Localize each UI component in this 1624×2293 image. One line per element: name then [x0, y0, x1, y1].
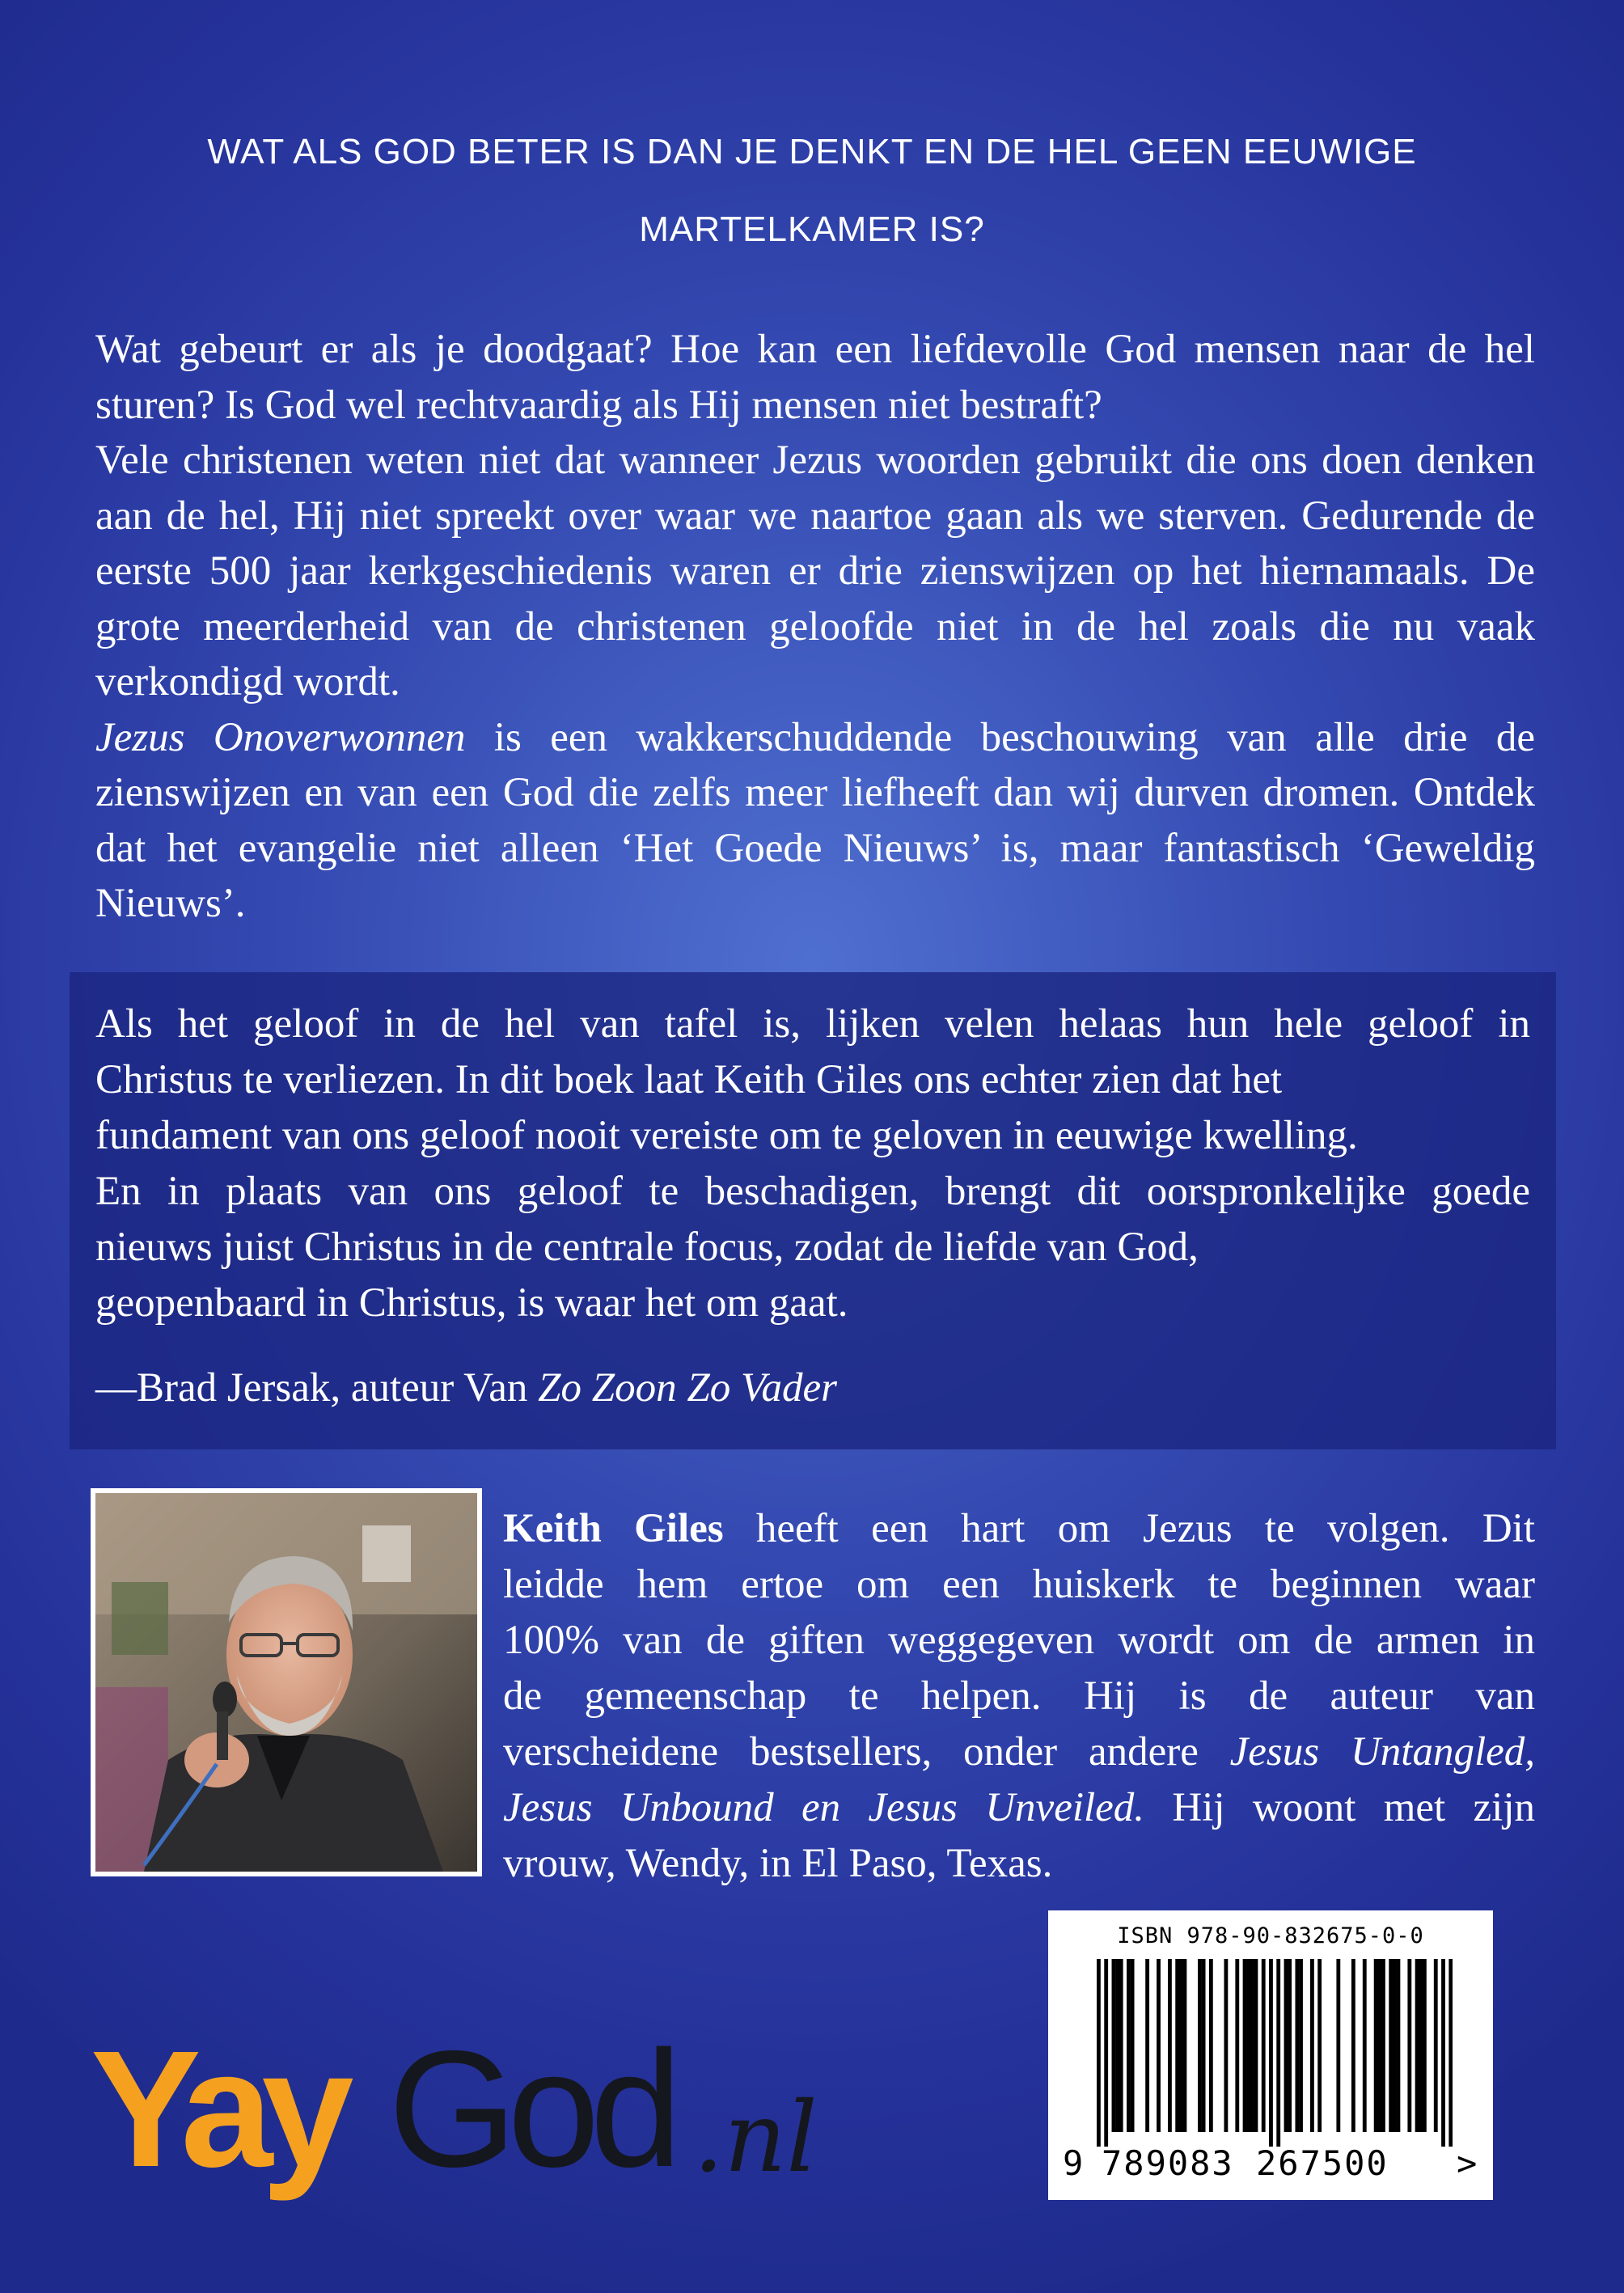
- barcode-bar: [1198, 1959, 1202, 2132]
- barcode-bar: [1115, 1959, 1119, 2132]
- barcode-bar: [1119, 1959, 1123, 2132]
- quote-line: Christus te verliezen. In dit boek laat Keith Giles ons echter zien dat het: [95, 1057, 1283, 1102]
- author-name: Keith Giles: [503, 1506, 724, 1551]
- barcode-bar: [1269, 1959, 1273, 2147]
- barcode-bar: [1157, 1959, 1161, 2132]
- author-bio: [503, 1501, 1535, 1892]
- barcode-bar: [1235, 1959, 1239, 2132]
- logo-yay: Yay: [91, 2016, 343, 2202]
- bio-line-4: de gemeenschap te helpen. Hij is de auteur van: [503, 1673, 1535, 1719]
- book-title: Jezus Onoverwonnen: [95, 714, 466, 760]
- quote-line: nieuws juist Christus in de centrale focus, zodat de liefde van God,: [95, 1225, 1199, 1270]
- bio-book-titles: Jesus Untangled,: [1229, 1729, 1535, 1775]
- barcode-bars: [1097, 1959, 1453, 2147]
- barcode-bar: [1224, 1959, 1228, 2132]
- barcode-digit-groups: 789083 267500: [1102, 2143, 1389, 2183]
- quote-line: En in plaats van ons geloof te beschadigen, brengt dit oorspronkelijke goede: [95, 1169, 1530, 1214]
- author-photo: [91, 1488, 482, 1876]
- barcode-bar: [1175, 1959, 1179, 2132]
- barcode-bar: [1179, 1959, 1183, 2132]
- bio-line-3: 100% van de giften weggegeven wordt om de armen in: [503, 1618, 1535, 1663]
- quote-line: fundament van ons geloof nooit vereiste om te geloven in eeuwige kwelling.: [95, 1113, 1358, 1158]
- barcode-bar: [1377, 1959, 1381, 2132]
- bio-line-2: leidde hem ertoe om een huiskerk te beginnen waar: [503, 1562, 1535, 1607]
- intro-paragraph-2: Vele christenen weten niet dat wanneer Jezus woorden gebruikt die ons doen denken aan de hel, Hij niet spreekt over waar we naartoe gaan als we sterven. Gedurende de eerste 500 jaar kerkgeschiedenis waren er drie zienswijzen op het hiernamaals. De grote meerderheid van de christenen geloofde niet in de hel zoals die nu vaak verkondigd wordt.: [95, 438, 1535, 704]
- barcode-bar: [1254, 1959, 1258, 2132]
- yaygod-logo: [91, 2012, 818, 2223]
- barcode-bar: [1407, 1959, 1411, 2132]
- bio-line-6: [503, 1780, 1535, 1836]
- attribution-author: —Brad Jersak, auteur Van: [95, 1365, 539, 1411]
- quote-line: Als het geloof in de hel van tafel is, lijken velen helaas hun hele geloof in: [95, 1001, 1530, 1047]
- headline-line-1: WAT ALS GOD BETER IS DAN JE DENKT EN DE HEL GEEN EEUWIGE: [207, 132, 1417, 171]
- bio-text: heeft een hart om Jezus te volgen. Dit: [723, 1506, 1535, 1551]
- barcode-bar: [1381, 1959, 1385, 2132]
- barcode-bar: [1262, 1959, 1266, 2132]
- barcode-bar: [1310, 1959, 1314, 2132]
- barcode-bar: [1097, 1959, 1101, 2147]
- barcode-bar: [1374, 1959, 1378, 2132]
- headline: [121, 113, 1503, 269]
- barcode-bar: [1336, 1959, 1340, 2132]
- bio-text: Hij woont met zijn: [1144, 1785, 1536, 1830]
- bio-book-titles: Jesus Unbound en Jesus Unveiled.: [503, 1785, 1145, 1830]
- barcode-bar: [1393, 1959, 1397, 2132]
- quote-line: geopenbaard in Christus, is waar het om gaat.: [95, 1280, 848, 1326]
- barcode-quiet-zone-marker: >: [1457, 2143, 1478, 2183]
- endorsement-box: [70, 972, 1556, 1449]
- barcode-bar: [1276, 1959, 1280, 2147]
- barcode-bar: [1284, 1959, 1288, 2132]
- logo-god: God: [388, 2016, 673, 2202]
- barcode-bar: [1295, 1959, 1299, 2132]
- barcode-bar: [1127, 1959, 1131, 2132]
- barcode-bar: [1448, 1959, 1453, 2147]
- barcode-bar: [1299, 1959, 1303, 2132]
- bio-line-5: [503, 1724, 1535, 1780]
- barcode-bar: [1317, 1959, 1322, 2132]
- barcode-bar: [1145, 1959, 1149, 2132]
- barcode-bar: [1363, 1959, 1367, 2132]
- logo-tld: .nl: [693, 2082, 818, 2194]
- bio-line-1: [503, 1501, 1535, 1557]
- barcode-bar: [1423, 1959, 1427, 2132]
- isbn-barcode: [1048, 1910, 1493, 2200]
- barcode-bar: [1441, 1959, 1445, 2147]
- barcode-bar: [1112, 1959, 1116, 2132]
- barcode-bar: [1243, 1959, 1247, 2132]
- intro-paragraph-1: Wat gebeurt er als je doodgaat? Hoe kan een liefdevolle God mensen naar de hel sturen? Is God wel rechtvaardig als Hij mensen niet bestraft?: [95, 327, 1535, 428]
- barcode-bar: [1183, 1959, 1187, 2132]
- barcode-bar: [1250, 1959, 1254, 2132]
- barcode-bar: [1419, 1959, 1423, 2132]
- isbn-label: ISBN 978-90-832675-0-0: [1117, 1923, 1424, 1948]
- barcode-bar: [1397, 1959, 1401, 2132]
- publisher-logo: [91, 2012, 818, 2223]
- barcode-bar: [1202, 1959, 1206, 2132]
- endorsement-quote: [95, 996, 1530, 1331]
- barcode-bar: [1209, 1959, 1213, 2132]
- author-portrait-image: [95, 1493, 477, 1872]
- bio-text: verscheidene bestsellers, onder andere: [503, 1729, 1230, 1775]
- barcode-bar: [1246, 1959, 1250, 2132]
- intro-paragraph-3-text: is een wakkerschuddende beschouwing van alle drie de zienswijzen en van een God die zelfs meer liefheeft dan wij durven dromen. Ontdek dat het evangelie niet alleen ‘Het Goede Nieuws’ is, maar fantastisch ‘Geweldig Nieuws’.: [95, 714, 1535, 926]
- bio-line-7: vrouw, Wendy, in El Paso, Texas.: [503, 1841, 1053, 1886]
- barcode-bar: [1168, 1959, 1172, 2132]
- barcode-bar: [1131, 1959, 1135, 2132]
- headline-line-2: MARTELKAMER IS?: [639, 209, 985, 249]
- barcode-bar: [1288, 1959, 1292, 2132]
- barcode-bar: [1389, 1959, 1393, 2132]
- intro-text: [95, 322, 1535, 932]
- barcode-bar: [1104, 1959, 1108, 2147]
- barcode-bar: [1415, 1959, 1419, 2132]
- barcode-bar: [1434, 1959, 1438, 2132]
- barcode-lead-digit: 9: [1063, 2143, 1084, 2183]
- intro-paragraph-3: [95, 710, 1535, 932]
- barcode-bar: [1351, 1959, 1355, 2132]
- endorsement-attribution: [95, 1360, 837, 1416]
- attribution-book-title: Zo Zoon Zo Vader: [538, 1365, 837, 1411]
